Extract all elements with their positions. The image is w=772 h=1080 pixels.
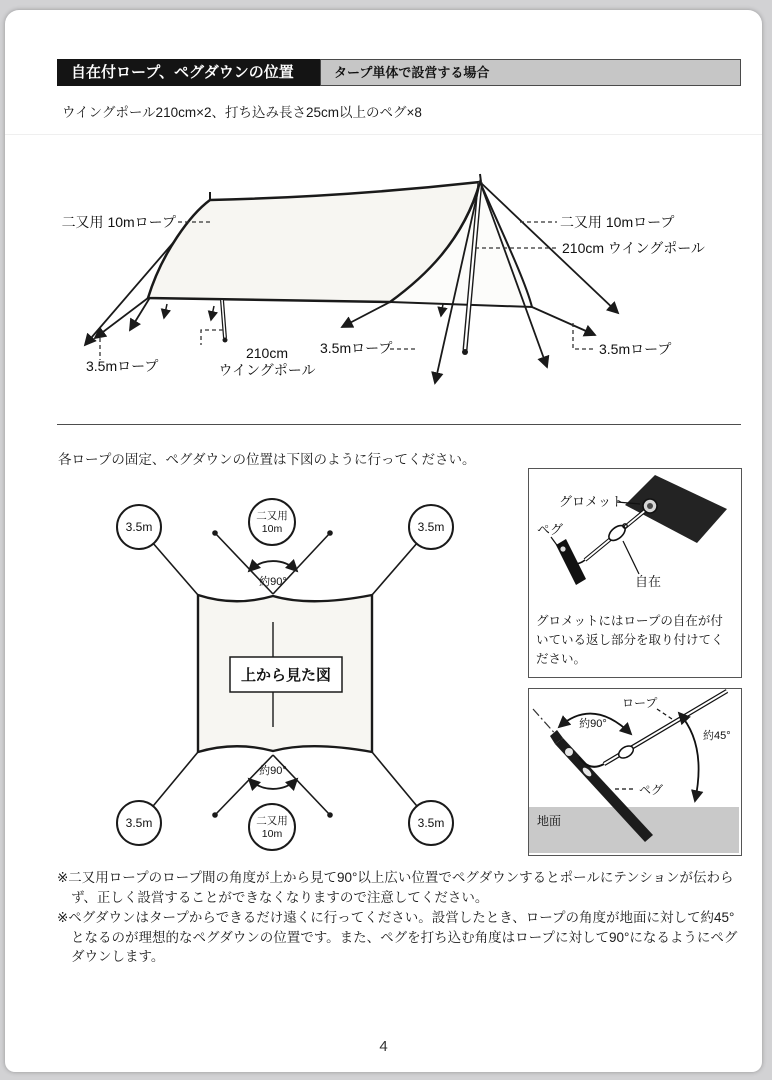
rope-label: ロープ	[622, 696, 658, 710]
label-left-fork-rope: 二又用 10mロープ	[61, 214, 176, 230]
label-right-fork-rope: 二又用 10mロープ	[560, 214, 675, 230]
near-pole-foot	[462, 349, 468, 355]
leader-peg	[551, 537, 559, 548]
leader-center-pole	[201, 330, 223, 345]
fork-label-line1: 二又用	[256, 815, 288, 827]
peg-hole	[565, 748, 573, 756]
peg-dot	[327, 530, 333, 536]
peg-label: ペグ	[639, 783, 664, 797]
edge-peg-2	[211, 306, 214, 320]
section-title	[57, 59, 320, 86]
label-left-guy-rope: 3.5mロープ	[86, 358, 159, 374]
document-page	[5, 10, 762, 1072]
label-right-pole: 210cm ウイングポール	[562, 240, 705, 256]
requirements-line: ウイングポール210cm×2、打ち込み長さ25cm以上のペグ×8	[62, 105, 422, 120]
instruction-text: 各ロープの固定、ペグダウンの位置は下図のように行ってください。	[58, 452, 476, 467]
edge-peg-3	[441, 304, 443, 316]
page-number: 4	[379, 1038, 388, 1055]
peg-dot	[212, 530, 218, 536]
fork-circle-bottom	[249, 804, 295, 850]
view-caption: 上から見た図	[240, 667, 332, 684]
guy-length-label: 3.5m	[417, 816, 445, 830]
peg-slot	[560, 546, 565, 551]
leader-rope	[657, 709, 672, 719]
angle-90-label: 約90°	[579, 718, 607, 730]
center-guy-rope	[342, 302, 390, 327]
section-tag	[320, 59, 741, 86]
tarp-side-view-diagram	[33, 152, 743, 402]
angle-arc-bottom	[249, 779, 297, 789]
right-guy-rope	[532, 307, 595, 335]
angle-45-label: 約45°	[703, 730, 731, 742]
section-title-text: 自在付ロープ、ペグダウンの位置	[71, 64, 294, 81]
grommet-diagram	[529, 469, 739, 609]
edge-peg-1	[164, 304, 167, 318]
section-divider	[57, 424, 741, 425]
grommet-hole	[647, 503, 653, 509]
angle-45-arc	[679, 713, 699, 801]
label-right-guy-rope: 3.5mロープ	[599, 341, 672, 357]
fork-label-line2: 10m	[261, 523, 283, 535]
grommet-detail-panel	[528, 468, 742, 678]
hairline-divider	[5, 134, 762, 135]
ground-label: 地面	[537, 814, 562, 828]
peg-label: ペグ	[537, 522, 564, 537]
angle-arc-top	[249, 561, 297, 571]
tarp-corner	[625, 475, 727, 543]
fork-label-line1: 二又用	[256, 510, 288, 522]
peg-angle-panel	[528, 688, 742, 856]
footnote-2: ※ペグダウンはタープからできるだけ遠くに行ってください。設営したとき、ロープの角度が地面に対して約45°となるのが理想的なペグダウンの位置です。また、ペグを打ち込む角度はロープに対して90°になるようにペグダウンします。	[57, 910, 738, 964]
guy-length-label: 3.5m	[417, 520, 445, 534]
peg-dot	[212, 812, 218, 818]
far-pole-foot	[223, 338, 228, 343]
leader-adjuster	[623, 541, 639, 574]
adjuster-label: 自在	[635, 574, 662, 589]
guy-length-label: 3.5m	[125, 520, 153, 534]
section-tag-text: タープ単体で設営する場合	[334, 65, 490, 80]
right-pole-tip	[480, 174, 481, 182]
label-center-pole-line2: ウイングポール	[218, 362, 316, 378]
fork-circle-top	[249, 499, 295, 545]
label-center-pole-line1: 210cm	[245, 345, 289, 361]
angle-label-bottom: 約90°	[259, 765, 287, 777]
label-center-guy-rope: 3.5mロープ	[320, 340, 393, 356]
grommet-label: グロメット	[559, 494, 625, 509]
footnotes	[57, 868, 741, 968]
guy-length-label: 3.5m	[125, 816, 153, 830]
peg-dot	[327, 812, 333, 818]
footnote-1: ※二又用ロープのロープ間の角度が上から見て90°以上広い位置でペグダウンするとポールにテンションが伝わらず、正しく設営することができなくなりますので注意してください。	[57, 870, 734, 905]
fork-label-line2: 10m	[261, 828, 283, 840]
angle-label-top: 約90°	[259, 576, 287, 588]
peg-angle-diagram	[529, 689, 739, 853]
tarp-top-view-diagram	[85, 478, 505, 860]
grommet-panel-caption: グロメットにはロープの自在が付いている返し部分を取り付けてください。	[536, 614, 724, 666]
